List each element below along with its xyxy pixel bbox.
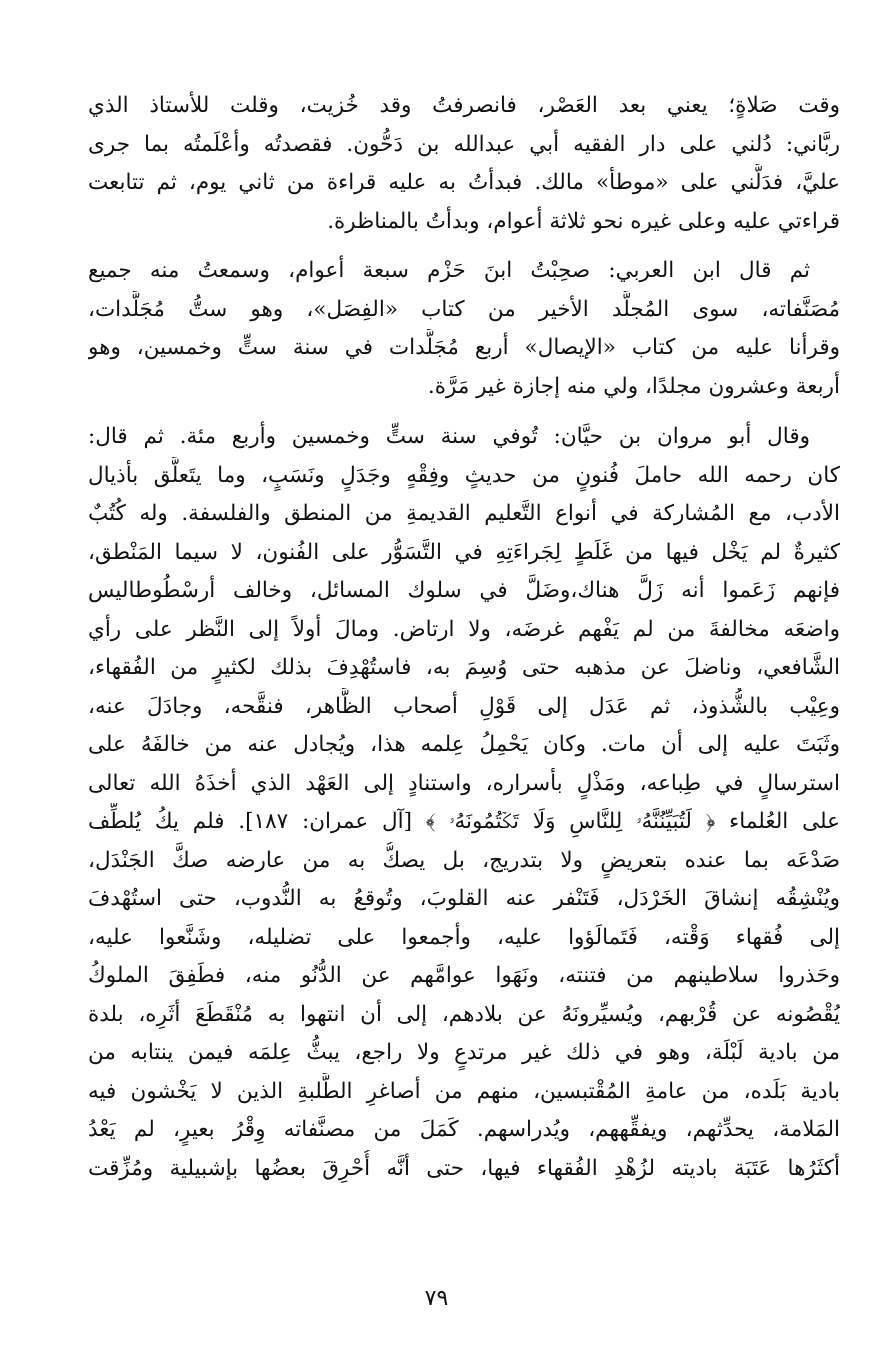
text-line: وعِيْب بالشُّذوذ، ثم عَدَل إلى قَوْلِ أصحاب الظَّاهر، فنقَّحه، وجادَلَ عنه،	[88, 693, 840, 719]
paragraph-3	[88, 418, 840, 1188]
text-line: أكثَرُها عَتَبَة باديته لزُهْدِ الفُقهاء فيها، حتى أنَّه أُحْرِقَ بعضُها بإشبيلية ومُزِّقت	[88, 1155, 840, 1181]
text-line: وقت صَلاةٍ؛ يعني بعد العَصْر، فانصرفتُ وقد خُزيت، وقلت للأستاذ الذي	[88, 93, 840, 118]
text-line: إلى فُقهاء وَقْته، فَتَمالَؤوا عليه، وأجمعوا على تضليله، وشَنَّعوا عليه،	[88, 924, 840, 950]
text-line: الأدب، مع المُشاركة في أنواع التَّعليم القديمةِ من المنطق والفلسفة. وله كُتُبٌ	[88, 501, 840, 526]
text-line: واضعَه مخالفةَ من لم يَفْهم غرضَه، ولا ارتاض. ومالَ أولاً إلى النَّظر على رأي	[88, 616, 840, 642]
text-line: المَلامة، يحدِّثهم، ويفقِّههم، ويُدراسهم. كَمَلَ من مصنَّفاته وِقْرُ بعيرٍ، لم يَعْدُ	[88, 1117, 840, 1142]
text-line: من بادية لَبْلَة، وهو في ذلك غير مرتدعٍ ولا راجع، يبثُّ عِلمَه فيمن ينتابه من	[88, 1040, 840, 1065]
paragraph-1	[88, 87, 840, 241]
text-line: عليَّ، فدَلَّني على «موطأ» مالك. فبدأتُ به عليه قراءة من ثاني يوم، ثم تتابعت	[88, 170, 840, 195]
text-line: ربَّاني: دُلني على دار الفقيه أبي عبدالله بن دَحُّون. فقصدتُه وأعْلَمتُه بما جرى	[88, 131, 840, 157]
text-line: مُصَنَّفاته، سوى المُجلَّد الأخير من كتاب «الفِصَل»، وهو ستُّ مُجَلَّدات،	[88, 296, 840, 322]
page-number: ٧٩	[424, 1286, 449, 1311]
text-line: بادية بَلَده، من عامةِ المُقْتبسين، منهم من أصاغرِ الطَّلبةِ الذين لا يَخْشون فيه	[88, 1078, 840, 1104]
text-line: ثم قال ابن العربي: صحِبْتُ ابنَ حَزْم سبعة أعوام، وسمعتُ منه جميع	[88, 258, 810, 283]
text-line: يُقْصُونه عن قُرْبهم، ويُسيِّرونَهُ عن بلادهم، إلى أن انتهوا به مُنْقَطَعَ أثَرِه، بلدة	[88, 1001, 840, 1027]
text-line: وقرأنا عليه من كتاب «الإيصال» أربع مُجَلَّدات في سنة ستٍّ وخمسين، وهو	[88, 335, 840, 360]
text-line: وثَبَتَ عليه إلى أن مات. وكان يَحْمِلُ عِلمه هذا، ويُجادل عنه من خالفَهُ على	[88, 732, 840, 757]
text-line: كثيرةٌ لم يَخْل فيها من غَلَطٍ لِجَراءَتِهِ في التَّسَوُّر على الفُنون، لا سيما المَنْطق،	[88, 539, 840, 565]
text-line: وقال أبو مروان بن حيَّان: تُوفي سنة ستٍّ وخمسين وأربع مئة. ثم قال:	[88, 424, 810, 449]
text-line: الشَّافعي، وناضلَ عن مذهبه حتى وُسِمَ به، فاستُهْدِفَ بذلك لكثيرٍ من الفُقهاء،	[88, 655, 840, 680]
text-line: وحَذروا سلاطينهم من فتنته، ونَهَوا عوامَّهم عن الدُّنُو منه، فطَفِقَ الملوكُ	[88, 963, 840, 988]
text-line: على العُلماء ﴿ لَتُبَيِّنُنَّهُۥ لِلنَّاسِ وَلَا تَكۡتُمُونَهُۥ ﴾ [آل عمران: ١٨٧]. فلم يكُ يُلطِّف	[88, 809, 840, 834]
text-line: صَدْعَه بما عنده بتعريضٍ ولا بتدريج، بل يصكُّ به من عارضه صكَّ الجَنْدَل،	[88, 847, 840, 873]
text-line: فإنهم زَعَموا أنه زَلَّ هناك،وضَلَّ في سلوك المسائل، وخالف أرسْطُوطاليس	[88, 578, 840, 603]
text-line: ويُنْشِقُه إنشاقَ الخَرْدَل، فَتَنْفر عنه القلوبَ، وتُوقعُ به النُّدوب، حتى استُهْدفَ	[88, 886, 840, 911]
text-line: قراءتي عليه وعلى غيره نحو ثلاثة أعوام، وبدأتُ بالمناظرة.	[327, 208, 840, 234]
text-line: استرسالٍ في طِباعه، ومَذْلٍ بأسراره، واستنادٍ إلى العَهْد الذي أخذَهُ الله تعالى	[88, 770, 840, 796]
text-line: أربعة وعشرون مجلدًا، ولي منه إجازة غير مَرَّة.	[427, 373, 840, 399]
text-line: كان رحمه الله حاملَ فُنونٍ من حديثٍ وفِقْهٍ وجَدَلٍ ونَسَبٍ، وما يتَعلَّق بأذيال	[88, 462, 840, 488]
paragraph-2	[88, 252, 840, 406]
